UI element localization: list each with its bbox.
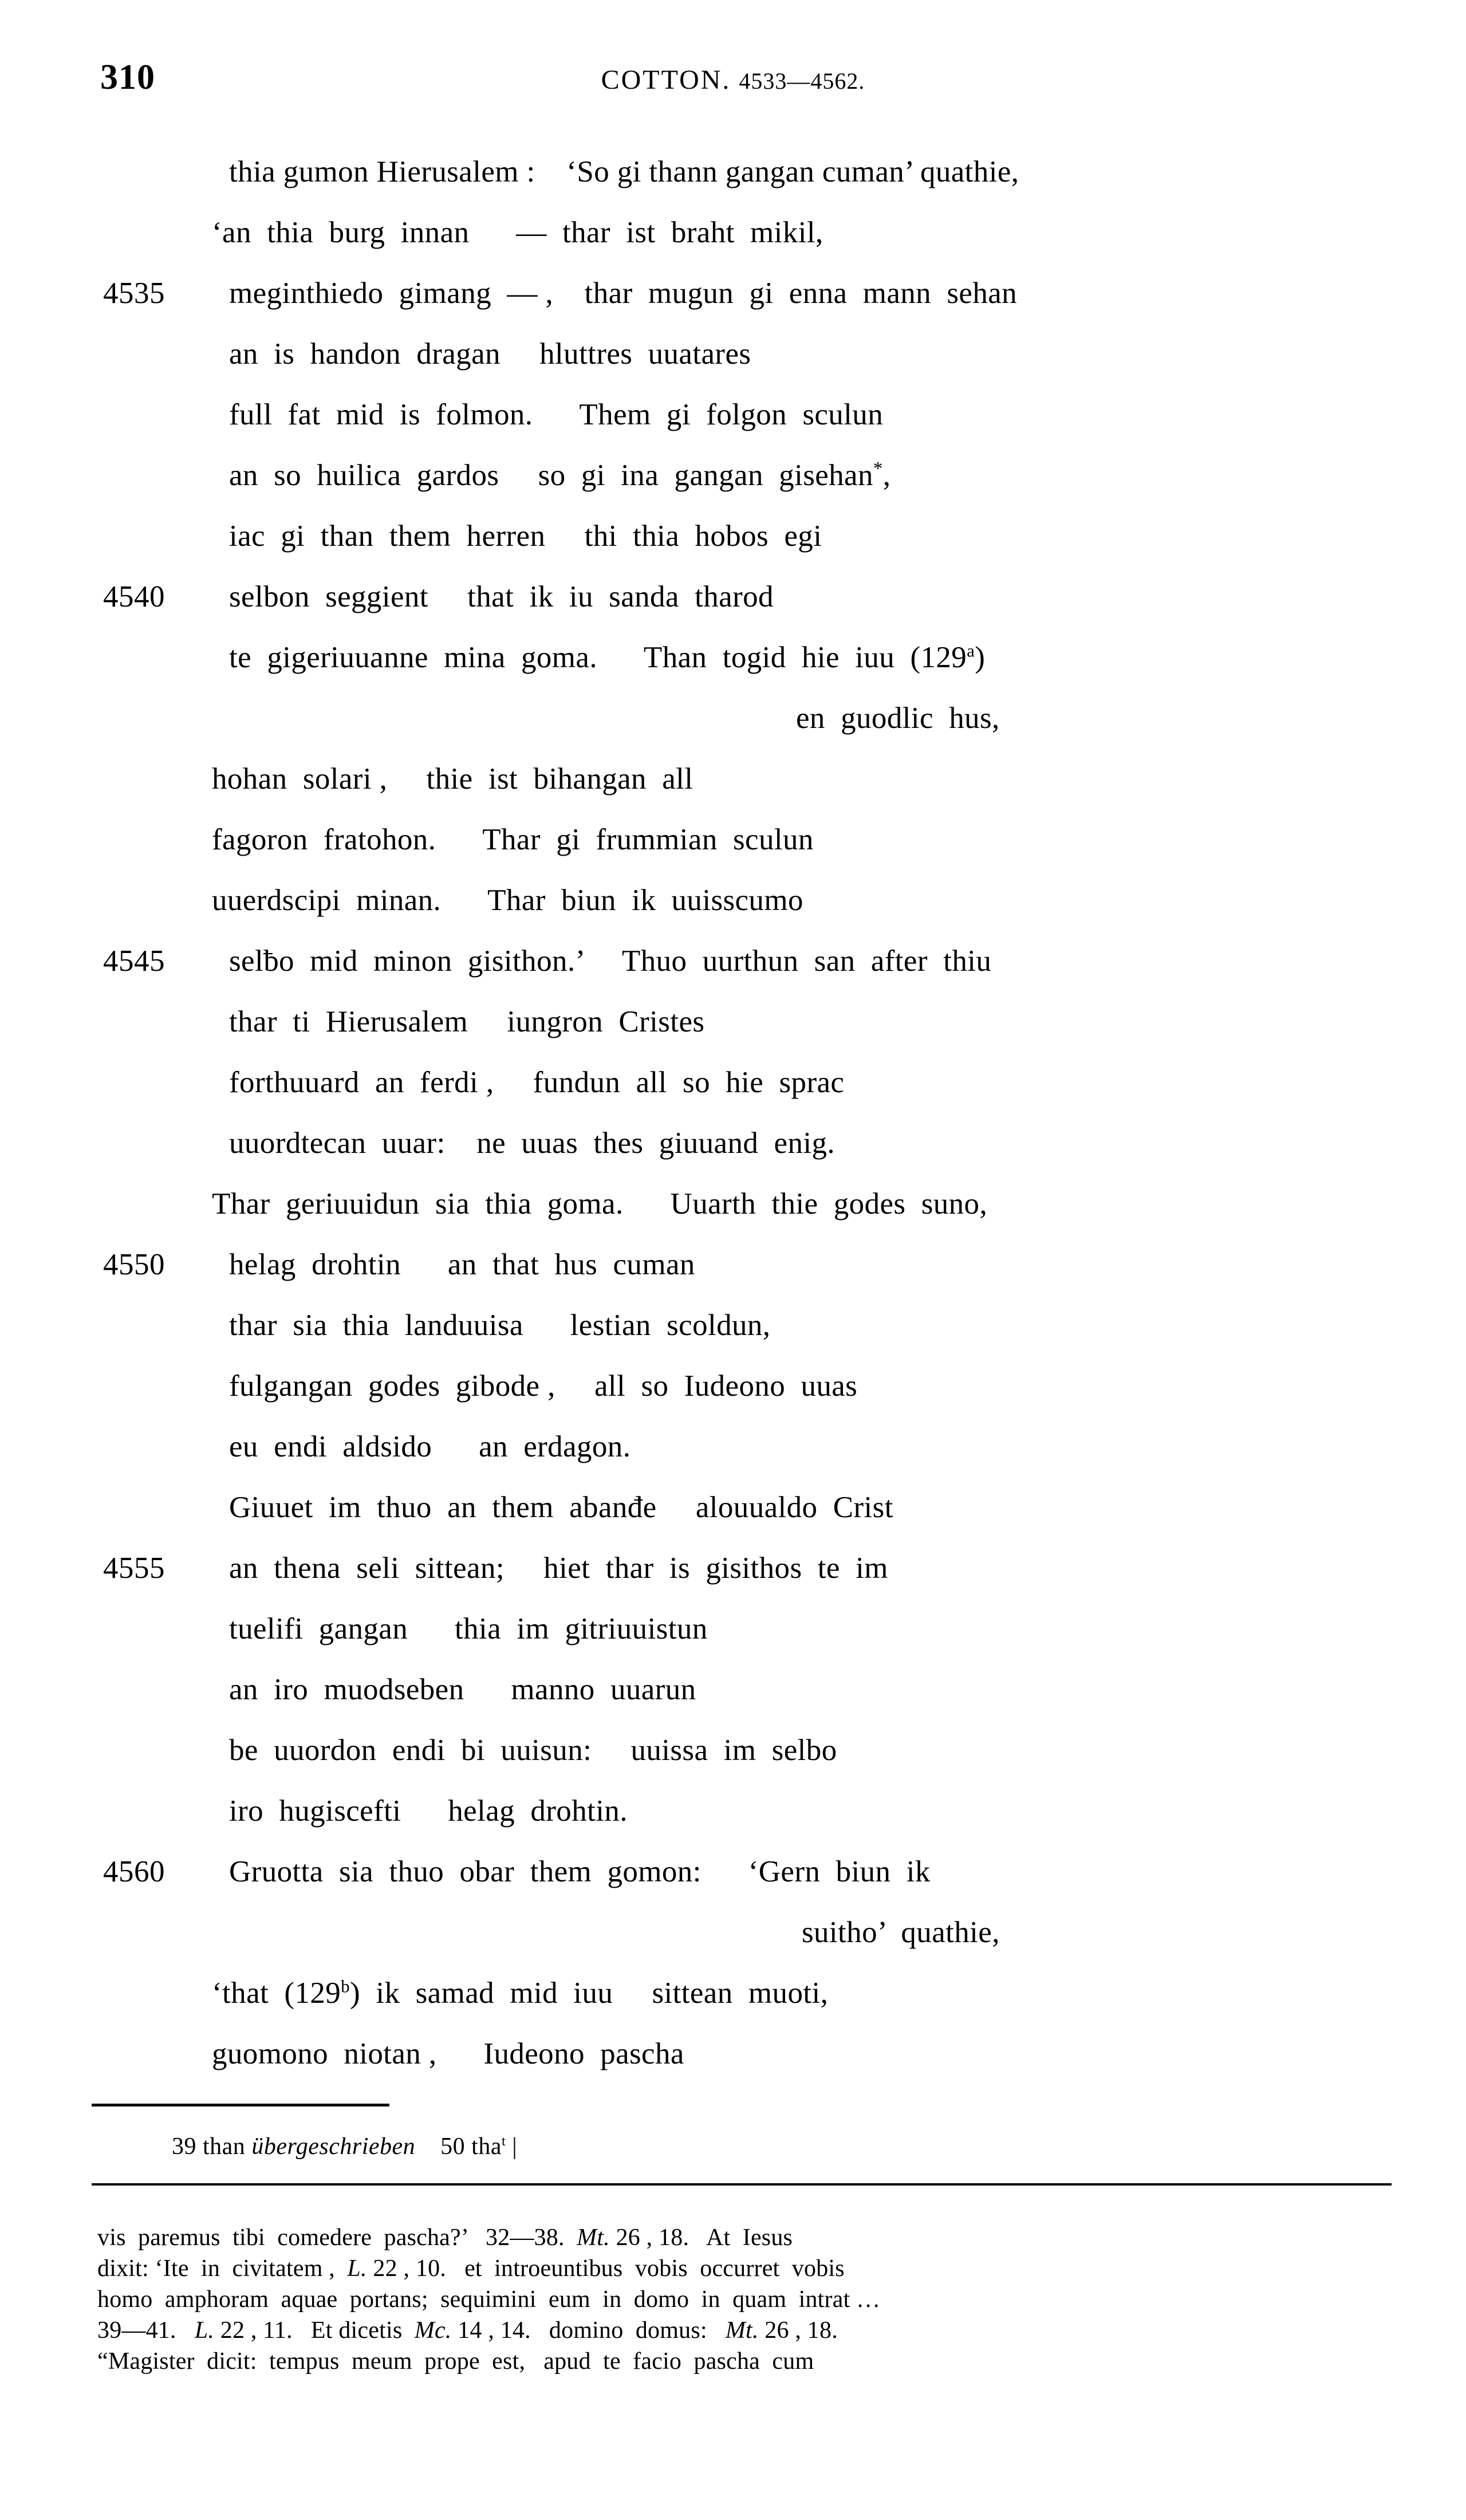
bible-abbrev: Mt.	[725, 2317, 759, 2344]
verse-line	[0, 1976, 1466, 2037]
verse-line	[0, 1247, 1466, 1308]
verse-body	[0, 155, 1466, 2097]
verse-line	[0, 762, 1466, 822]
footnote-rule-bottom	[92, 2183, 1392, 2186]
verse-line	[0, 1794, 1466, 1854]
page-number: 310	[100, 58, 155, 97]
verse-text: meginthiedo gimang — , thar mugun gi enna mann sehan	[229, 277, 1018, 310]
variant-bar: |	[512, 2133, 518, 2160]
verse-text: ‘an thia burg innan — thar ist braht mikil,	[212, 216, 823, 249]
source-text: vis paremus tibi comedere pascha?’ 32—38.	[97, 2224, 577, 2251]
verse-text: fagoron fratohon. Thar gi frummian sculun	[212, 823, 814, 856]
verse-text: an so huilica gardos so gi ina gangan gisehan	[229, 459, 873, 492]
bible-abbrev: L.	[194, 2317, 215, 2344]
verse-text: thar ti Hierusalem iungron Cristes	[229, 1005, 705, 1038]
verse-line	[0, 1490, 1466, 1551]
bible-abbrev: Mc.	[414, 2317, 452, 2344]
apparatus-source-line: “Magister dicit: tempus meum prope est, apud te facio pascha cum	[97, 2348, 814, 2375]
verse-line	[0, 1612, 1466, 1672]
verse-line	[0, 883, 1466, 944]
line-range: 4533—4562.	[739, 68, 865, 94]
verse-number: 4550	[103, 1248, 165, 1281]
verse-line	[0, 1005, 1466, 1065]
verse-text: te gigeriuuanne mina goma. Than togid hie iuu (129	[229, 641, 967, 674]
verse-line	[0, 1551, 1466, 1612]
verse-line	[0, 1065, 1466, 1126]
verse-text: helag drohtin an that hus cuman	[229, 1248, 695, 1281]
verse-text: an thena seli sittean; hiet thar is gisithos te im	[229, 1552, 888, 1585]
verse-text: forthuuard an ferdi , fundun all so hie sprac	[229, 1066, 845, 1099]
verse-text-tail: ) ik samad mid iuu sittean muoti,	[349, 1976, 829, 2010]
verse-line	[0, 1430, 1466, 1490]
bible-abbrev: Mt.	[577, 2224, 610, 2251]
verse-line	[0, 215, 1466, 276]
verse-text: iro hugiscefti helag drohtin.	[229, 1794, 628, 1828]
footnote-asterisk-marker: *	[873, 458, 883, 479]
variant-lemma: than	[203, 2133, 246, 2160]
verse-line	[0, 1854, 1466, 1915]
verse-text: uuordtecan uuar: ne uuas thes giuuand enig.	[229, 1127, 836, 1160]
verse-text: selƀo mid minon gisithon.’ Thuo uurthun san after thiu	[229, 944, 992, 978]
verse-text: an iro muodseben manno uuarun	[229, 1673, 696, 1706]
verse-text-asterisked	[229, 458, 890, 493]
verse-text: hohan solari , thie ist bihangan all	[212, 762, 693, 796]
verse-line	[0, 640, 1466, 701]
verse-text: full fat mid is folmon. Them gi folgon sculun	[229, 398, 884, 431]
verse-text: tuelifi gangan thia im gitriuuistun	[229, 1612, 708, 1645]
verse-line	[0, 580, 1466, 640]
apparatus-source-line	[97, 2253, 1397, 2284]
apparatus-source	[97, 2222, 1397, 2377]
variant-lemma: tha	[471, 2133, 502, 2160]
variant-line-number: 50	[440, 2133, 466, 2160]
verse-text: en guodlic hus,	[796, 702, 1000, 735]
verse-number: 4540	[103, 580, 165, 613]
verse-text: an is handon dragan hluttres uuatares	[229, 337, 751, 371]
verse-line	[0, 276, 1466, 337]
variant-lemma-superscript: t	[501, 2133, 506, 2149]
folio-ref-close: )	[975, 641, 986, 674]
verse-line	[0, 1308, 1466, 1369]
source-text: 26 , 18.	[758, 2317, 838, 2344]
manuscript-name: COTTON.	[601, 65, 731, 95]
apparatus-source-line	[97, 2315, 1397, 2346]
verse-line	[0, 944, 1466, 1005]
verse-number: 4545	[103, 944, 165, 978]
verse-line	[0, 2037, 1466, 2097]
verse-text: Thar geriuuidun sia thia goma. Uuarth thie godes suno,	[212, 1187, 988, 1220]
folio-ref-superscript: a	[967, 641, 975, 661]
verse-line	[0, 397, 1466, 458]
verse-line	[0, 1672, 1466, 1733]
verse-text: eu endi aldsido an erdagon.	[229, 1430, 631, 1463]
apparatus-source-line: homo amphoram aquae portans; sequimini eum in domo in quam intrat …	[97, 2286, 881, 2313]
bible-abbrev: L.	[347, 2255, 367, 2282]
verse-text: thia gumon Hierusalem : ‘So gi thann gangan cuman’ quathie,	[229, 155, 1019, 188]
source-text: 39—41.	[97, 2317, 195, 2344]
verse-text: thar sia thia landuuisa lestian scoldun,	[229, 1309, 771, 1342]
verse-line	[0, 1733, 1466, 1794]
verse-number: 4555	[103, 1552, 165, 1585]
verse-number: 4560	[103, 1855, 165, 1888]
folio-ref-superscript: b	[341, 1976, 350, 1997]
verse-text: guomono niotan , Iudeono pascha	[212, 2037, 684, 2070]
verse-text: fulgangan godes gibode , all so Iudeono uuas	[229, 1369, 858, 1403]
verse-text-with-folio-ref	[229, 640, 985, 675]
verse-text: Gruotta sia thuo obar them gomon: ‘Gern biun ik	[229, 1855, 931, 1888]
verse-line	[0, 1187, 1466, 1247]
source-text: 26 , 18. At Iesus	[609, 2224, 793, 2251]
footnote-rule-top	[92, 2104, 389, 2106]
verse-text: suitho’ quathie,	[802, 1916, 1000, 1949]
source-text: 14 , 14. domino domus:	[451, 2317, 726, 2344]
verse-text: Giuuet im thuo an them abanđe alouualdo Crist	[229, 1491, 893, 1524]
verse-text: be uuordon endi bi uuisun: uuissa im selbo	[229, 1734, 837, 1767]
source-text: 22 , 11. Et dicetis	[214, 2317, 415, 2344]
verse-text: uuerdscipi minan. Thar biun ik uuisscumo	[212, 884, 803, 917]
verse-line	[0, 155, 1466, 215]
verse-line	[0, 1126, 1466, 1187]
running-head-title	[0, 64, 1466, 96]
verse-text: ‘that (129	[212, 1976, 341, 2010]
verse-line	[0, 458, 1466, 519]
variant-note: übergeschrieben	[251, 2133, 416, 2160]
verse-line	[0, 822, 1466, 883]
verse-text: iac gi than them herren thi thia hobos egi	[229, 519, 822, 553]
verse-line	[0, 337, 1466, 397]
verse-number: 4535	[103, 277, 165, 310]
variant-line-number: 39	[172, 2133, 196, 2160]
verse-line	[0, 1915, 1466, 1976]
verse-line	[0, 519, 1466, 580]
verse-line	[0, 701, 1466, 762]
apparatus-variants	[172, 2133, 517, 2160]
verse-line	[0, 1369, 1466, 1430]
running-head	[0, 57, 1466, 103]
source-text: 22 , 10. et introeuntibus vobis occurret vobis	[366, 2255, 845, 2282]
verse-text-tail: ,	[882, 459, 891, 492]
verse-text: selbon seggient that ik iu sanda tharod	[229, 580, 774, 613]
source-text: dixit: ‘Ite in civitatem ,	[97, 2255, 348, 2282]
verse-text-with-folio-ref	[212, 1976, 828, 2010]
apparatus-source-line	[97, 2222, 1397, 2253]
